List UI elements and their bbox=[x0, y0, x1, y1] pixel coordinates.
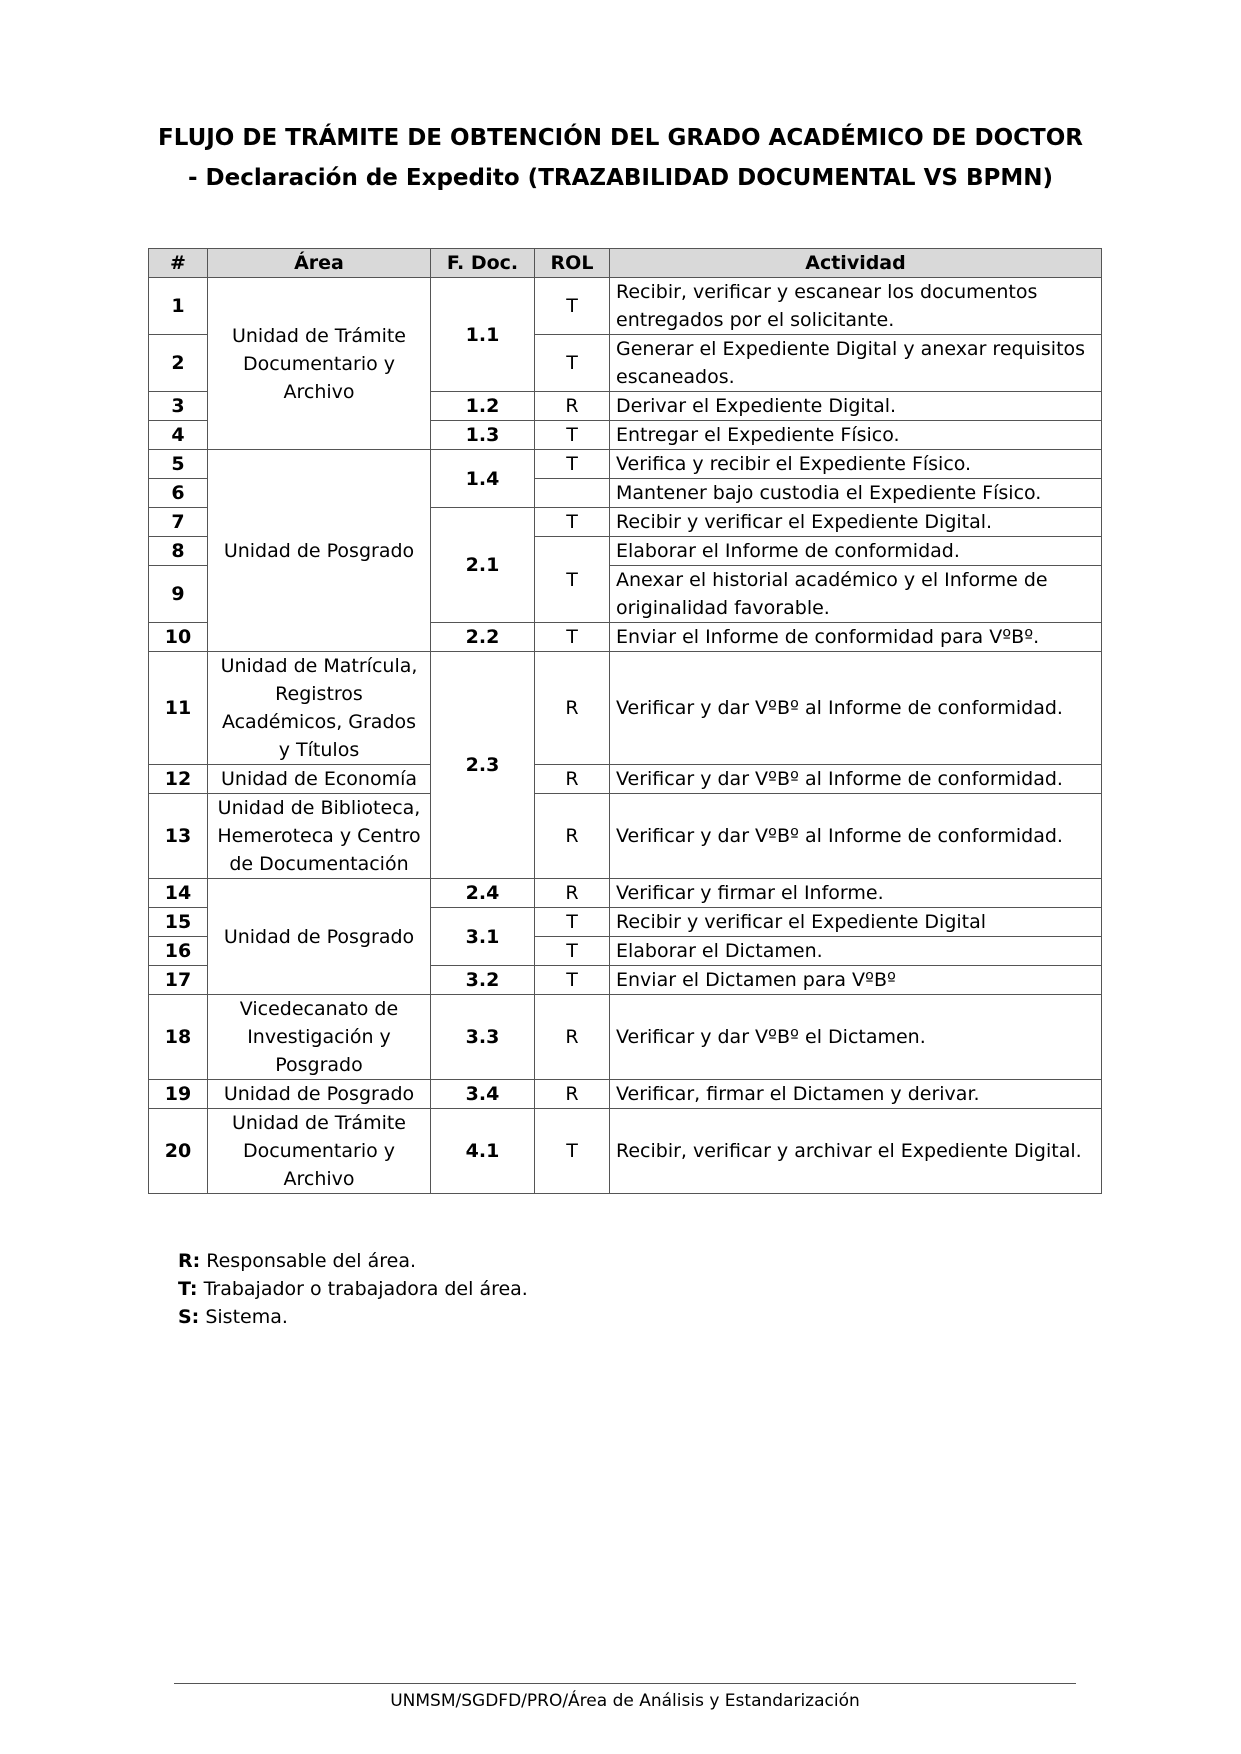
rol-cell: T bbox=[535, 966, 610, 995]
activity-cell: Verificar y dar VºBº al Informe de conformidad. bbox=[610, 652, 1102, 765]
fdoc-cell: 1.1 bbox=[431, 278, 535, 392]
fdoc-cell: 3.2 bbox=[431, 966, 535, 995]
header-num: # bbox=[149, 249, 208, 278]
legend-item-s bbox=[178, 1303, 528, 1331]
row-number: 15 bbox=[149, 908, 208, 937]
activity-cell: Entregar el Expediente Físico. bbox=[610, 421, 1102, 450]
footer-divider bbox=[174, 1683, 1076, 1684]
row-number: 1 bbox=[149, 278, 208, 335]
activity-cell: Recibir, verificar y escanear los documentos entregados por el solicitante. bbox=[610, 278, 1102, 335]
title-line-1: FLUJO DE TRÁMITE DE OBTENCIÓN DEL GRADO ACADÉMICO DE DOCTOR bbox=[158, 125, 1083, 151]
activity-cell: Anexar el historial académico y el Informe de originalidad favorable. bbox=[610, 566, 1102, 623]
table-header-row bbox=[149, 249, 1102, 278]
rol-cell: R bbox=[535, 1080, 610, 1109]
fdoc-cell: 3.3 bbox=[431, 995, 535, 1080]
row-number: 11 bbox=[149, 652, 208, 765]
row-number: 13 bbox=[149, 794, 208, 879]
flow-table bbox=[148, 248, 1102, 1194]
row-number: 6 bbox=[149, 479, 208, 508]
rol-cell: T bbox=[535, 450, 610, 479]
row-number: 10 bbox=[149, 623, 208, 652]
activity-cell: Generar el Expediente Digital y anexar requisitos escaneados. bbox=[610, 335, 1102, 392]
fdoc-cell: 1.4 bbox=[431, 450, 535, 508]
area-cell: Vicedecanato de Investigación y Posgrado bbox=[208, 995, 431, 1080]
activity-cell: Recibir y verificar el Expediente Digital. bbox=[610, 508, 1102, 537]
row-number: 5 bbox=[149, 450, 208, 479]
activity-cell: Verificar y dar VºBº el Dictamen. bbox=[610, 995, 1102, 1080]
fdoc-cell: 2.3 bbox=[431, 652, 535, 879]
activity-cell: Verificar y dar VºBº al Informe de conformidad. bbox=[610, 765, 1102, 794]
rol-cell: R bbox=[535, 995, 610, 1080]
legend-key: R: bbox=[178, 1250, 201, 1272]
area-cell: Unidad de Matrícula, Registros Académicos, Grados y Títulos bbox=[208, 652, 431, 765]
area-cell: Unidad de Trámite Documentario y Archivo bbox=[208, 278, 431, 450]
rol-cell: T bbox=[535, 421, 610, 450]
area-cell: Unidad de Economía bbox=[208, 765, 431, 794]
rol-cell: T bbox=[535, 937, 610, 966]
area-cell: Unidad de Posgrado bbox=[208, 879, 431, 995]
row-number: 8 bbox=[149, 537, 208, 566]
row-number: 17 bbox=[149, 966, 208, 995]
legend-text: Responsable del área. bbox=[200, 1250, 417, 1272]
title-line-2: - Declaración de Expedito (TRAZABILIDAD DOCUMENTAL VS BPMN) bbox=[188, 165, 1053, 191]
rol-cell: T bbox=[535, 1109, 610, 1194]
table-row bbox=[149, 995, 1102, 1080]
area-cell: Unidad de Biblioteca, Hemeroteca y Centro de Documentación bbox=[208, 794, 431, 879]
fdoc-cell: 3.4 bbox=[431, 1080, 535, 1109]
rol-cell: T bbox=[535, 537, 610, 623]
row-number: 19 bbox=[149, 1080, 208, 1109]
activity-cell: Derivar el Expediente Digital. bbox=[610, 392, 1102, 421]
table-row bbox=[149, 450, 1102, 479]
legend-key: S: bbox=[178, 1306, 200, 1328]
area-cell: Unidad de Posgrado bbox=[208, 450, 431, 652]
row-number: 18 bbox=[149, 995, 208, 1080]
rol-cell bbox=[535, 479, 610, 508]
legend-text: Trabajador o trabajadora del área. bbox=[197, 1278, 528, 1300]
page-footer: UNMSM/SGDFD/PRO/Área de Análisis y Estandarización bbox=[390, 1691, 860, 1711]
activity-cell: Mantener bajo custodia el Expediente Físico. bbox=[610, 479, 1102, 508]
rol-cell: R bbox=[535, 392, 610, 421]
row-number: 14 bbox=[149, 879, 208, 908]
fdoc-cell: 3.1 bbox=[431, 908, 535, 966]
header-actividad: Actividad bbox=[610, 249, 1102, 278]
rol-cell: T bbox=[535, 908, 610, 937]
row-number: 2 bbox=[149, 335, 208, 392]
table-row bbox=[149, 278, 1102, 335]
activity-cell: Verificar y firmar el Informe. bbox=[610, 879, 1102, 908]
row-number: 7 bbox=[149, 508, 208, 537]
fdoc-cell: 4.1 bbox=[431, 1109, 535, 1194]
activity-cell: Verificar, firmar el Dictamen y derivar. bbox=[610, 1080, 1102, 1109]
rol-cell: T bbox=[535, 623, 610, 652]
rol-cell: R bbox=[535, 765, 610, 794]
document-title bbox=[120, 118, 1121, 198]
fdoc-cell: 2.1 bbox=[431, 508, 535, 623]
rol-cell: T bbox=[535, 335, 610, 392]
fdoc-cell: 1.2 bbox=[431, 392, 535, 421]
activity-cell: Elaborar el Informe de conformidad. bbox=[610, 537, 1102, 566]
row-number: 16 bbox=[149, 937, 208, 966]
activity-cell: Enviar el Dictamen para VºBº bbox=[610, 966, 1102, 995]
table-row bbox=[149, 1109, 1102, 1194]
row-number: 20 bbox=[149, 1109, 208, 1194]
table-row bbox=[149, 765, 1102, 794]
rol-cell: R bbox=[535, 652, 610, 765]
header-fdoc: F. Doc. bbox=[431, 249, 535, 278]
area-cell: Unidad de Posgrado bbox=[208, 1080, 431, 1109]
table-row bbox=[149, 794, 1102, 879]
table-row bbox=[149, 879, 1102, 908]
header-area: Área bbox=[208, 249, 431, 278]
row-number: 12 bbox=[149, 765, 208, 794]
fdoc-cell: 2.2 bbox=[431, 623, 535, 652]
legend-text: Sistema. bbox=[199, 1306, 288, 1328]
rol-cell: T bbox=[535, 278, 610, 335]
legend-item-t bbox=[178, 1275, 528, 1303]
legend-key: T: bbox=[178, 1278, 198, 1300]
activity-cell: Recibir y verificar el Expediente Digital bbox=[610, 908, 1102, 937]
fdoc-cell: 2.4 bbox=[431, 879, 535, 908]
row-number: 3 bbox=[149, 392, 208, 421]
rol-cell: R bbox=[535, 879, 610, 908]
rol-cell: R bbox=[535, 794, 610, 879]
table-row bbox=[149, 652, 1102, 765]
activity-cell: Enviar el Informe de conformidad para VºBº. bbox=[610, 623, 1102, 652]
header-rol: ROL bbox=[535, 249, 610, 278]
fdoc-cell: 1.3 bbox=[431, 421, 535, 450]
table-row bbox=[149, 1080, 1102, 1109]
activity-cell: Recibir, verificar y archivar el Expediente Digital. bbox=[610, 1109, 1102, 1194]
legend-item-r bbox=[178, 1247, 528, 1275]
row-number: 4 bbox=[149, 421, 208, 450]
role-legend bbox=[178, 1247, 528, 1331]
rol-cell: T bbox=[535, 508, 610, 537]
activity-cell: Verifica y recibir el Expediente Físico. bbox=[610, 450, 1102, 479]
area-cell: Unidad de Trámite Documentario y Archivo bbox=[208, 1109, 431, 1194]
row-number: 9 bbox=[149, 566, 208, 623]
activity-cell: Verificar y dar VºBº al Informe de conformidad. bbox=[610, 794, 1102, 879]
activity-cell: Elaborar el Dictamen. bbox=[610, 937, 1102, 966]
